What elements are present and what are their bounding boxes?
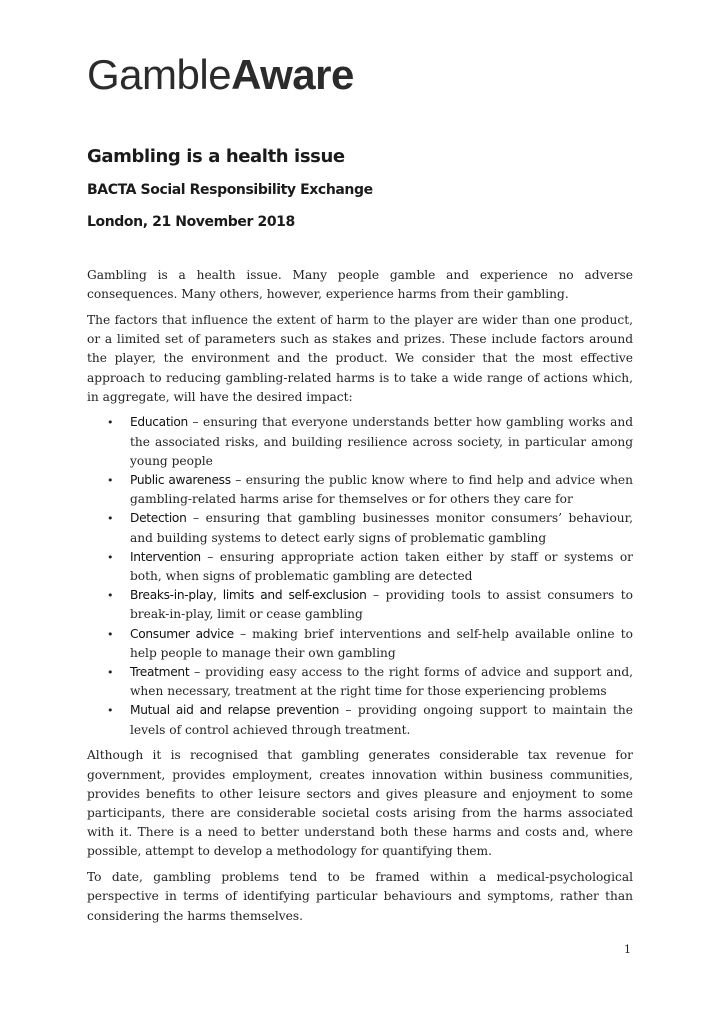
document-title: Gambling is a health issue bbox=[87, 146, 345, 167]
bullet-icon: • bbox=[107, 589, 114, 603]
list-item bbox=[87, 663, 633, 701]
list-item-text: – providing tools to assist consumers to break-in-play, limit or cease gambling bbox=[130, 588, 633, 622]
gambleaware-logo bbox=[87, 52, 354, 98]
list-item-term: Intervention bbox=[130, 549, 201, 564]
bullet-icon: • bbox=[107, 550, 114, 564]
list-item bbox=[87, 471, 633, 509]
list-item-text: – ensuring the public know where to find help and advice when gambling-related harms arise for themselves or for others they care for bbox=[130, 473, 633, 507]
logo-part-gamble: Gamble bbox=[87, 51, 232, 98]
document-body bbox=[87, 266, 633, 932]
list-item-text: – providing ongoing support to maintain the levels of control achieved through treatment. bbox=[130, 703, 633, 737]
list-item bbox=[87, 509, 633, 547]
list-item bbox=[87, 701, 633, 739]
list-item-term: Education bbox=[130, 415, 188, 430]
logo-part-aware: Aware bbox=[231, 51, 354, 98]
document-subtitle-date: London, 21 November 2018 bbox=[87, 214, 295, 230]
list-item bbox=[87, 548, 633, 586]
list-item-term: Breaks-in-play, limits and self-exclusion bbox=[130, 588, 367, 603]
bullet-icon: • bbox=[107, 416, 114, 430]
paragraph-framing: To date, gambling problems tend to be framed within a medical-psychological perspective in terms of identifying particular behaviours and symptoms, rather than considering the harms themselves. bbox=[87, 870, 633, 923]
list-item-text: – ensuring that everyone understands better how gambling works and the associated risks, and building resilience across society, in particular among young people bbox=[130, 415, 633, 468]
list-item-term: Treatment bbox=[130, 665, 190, 680]
page-number: 1 bbox=[624, 943, 631, 956]
list-item-term: Detection bbox=[130, 511, 187, 526]
bullet-icon: • bbox=[107, 474, 114, 488]
bullet-icon: • bbox=[107, 666, 114, 680]
list-item-text: – providing easy access to the right forms of advice and support and, when necessary, treatment at the right time for those experiencing problems bbox=[130, 665, 633, 699]
paragraph-factors: The factors that influence the extent of harm to the player are wider than one product, or a limited set of parameters such as stakes and prizes. These include factors around the player, the environment and the product. We consider that the most effective approach to reducing gambling-related harms is to take a wide range of actions which, in aggregate, will have the desired impact: bbox=[87, 312, 633, 404]
list-item bbox=[87, 413, 633, 471]
document-subtitle-event: BACTA Social Responsibility Exchange bbox=[87, 182, 373, 198]
paragraph-intro: Gambling is a health issue. Many people gamble and experience no adverse consequences. Many others, however, experience harms from their gambling. bbox=[87, 268, 633, 302]
bullet-icon: • bbox=[107, 512, 114, 526]
list-item-text: – ensuring that gambling businesses monitor consumers’ behaviour, and building systems to detect early signs of problematic gambling bbox=[130, 511, 633, 545]
actions-list bbox=[87, 413, 633, 739]
list-item bbox=[87, 625, 633, 663]
bullet-icon: • bbox=[107, 627, 114, 641]
list-item-text: – making brief interventions and self-help available online to help people to manage their own gambling bbox=[130, 626, 633, 660]
list-item-text: – ensuring appropriate action taken either by staff or systems or both, when signs of problematic gambling are detected bbox=[130, 549, 633, 584]
list-item bbox=[87, 586, 633, 624]
bullet-icon: • bbox=[107, 704, 114, 718]
list-item-term: Mutual aid and relapse prevention bbox=[130, 703, 340, 718]
paragraph-tax-revenue: Although it is recognised that gambling generates considerable tax revenue for government, provides employment, creates innovation within business communities, provides benefits to other leisure sectors and gives pleasure and enjoyment to some participants, there are considerable societal costs arising from the harms associated with it. There is a need to better understand both these harms and costs and, where possible, attempt to develop a methodology for quantifying them. bbox=[87, 748, 633, 859]
list-item-term: Consumer advice bbox=[130, 626, 234, 641]
list-item-term: Public awareness bbox=[130, 473, 231, 488]
